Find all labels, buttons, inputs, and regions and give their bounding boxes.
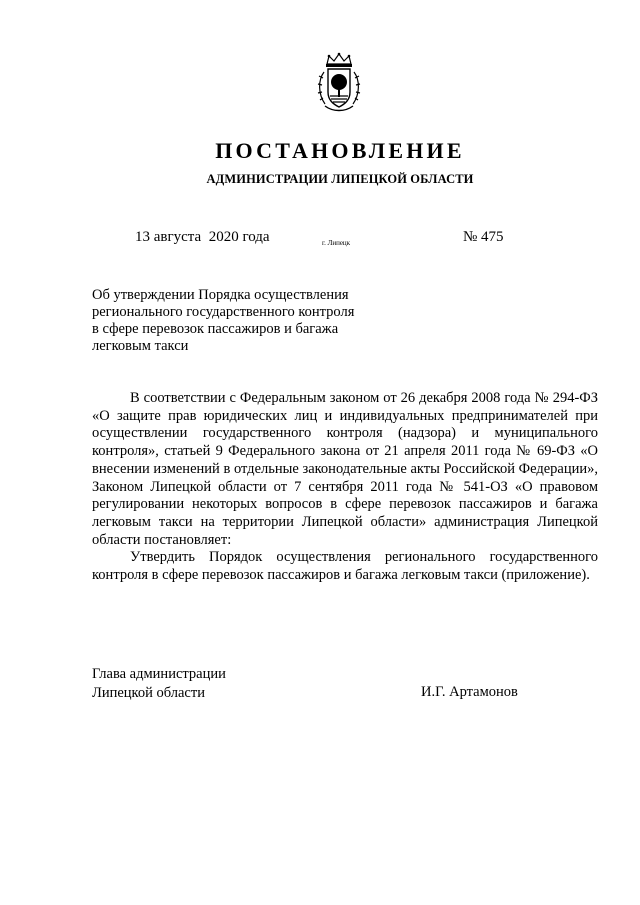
subject-line: регионального государственного контроля bbox=[92, 304, 355, 320]
coat-of-arms-icon bbox=[315, 52, 363, 114]
signature-position-line: Липецкой области bbox=[92, 685, 205, 701]
body-paragraph: Утвердить Порядок осуществления регионального государственного контроля в сфере перевозок пассажиров и багажа легковым такси (приложение). bbox=[92, 549, 598, 584]
subject-line: в сфере перевозок пассажиров и багажа bbox=[92, 321, 339, 337]
subject-line: легковым такси bbox=[92, 338, 189, 354]
subject-line: Об утверждении Порядка осуществления bbox=[92, 287, 349, 303]
document-title: ПОСТАНОВЛЕНИЕ bbox=[215, 138, 465, 163]
document-body bbox=[92, 390, 598, 585]
document-subtitle: АДМИНИСТРАЦИИ ЛИПЕЦКОЙ ОБЛАСТИ bbox=[206, 172, 474, 186]
document-subject bbox=[92, 287, 382, 355]
document-number: № 475 bbox=[463, 229, 504, 245]
document-city: г. Липецк bbox=[322, 239, 351, 247]
document-date: 13 августа 2020 года bbox=[135, 229, 270, 245]
signature-position-line: Глава администрации bbox=[92, 666, 226, 682]
signature-position bbox=[92, 665, 226, 703]
signature-name: И.Г. Артамонов bbox=[421, 684, 518, 700]
body-paragraph: В соответствии с Федеральным законом от 26 декабря 2008 года № 294-ФЗ «О защите прав юридических лиц и индивидуальных предпринимателей при осуществлении государственного контроля (надзора) и муниципального контроля», статьей 9 Федерального закона от 21 апреля 2011 года № 69-ФЗ «О внесении изменений в отдельные законодательные акты Российской Федерации», Законом Липецкой области от 7 сентября 2011 года № 541-ОЗ «О правовом регулировании некоторых вопросов в сфере перевозок пассажиров и багажа легковым такси на территории Липецкой области» администрация Липецкой области постановляет: bbox=[92, 390, 598, 548]
